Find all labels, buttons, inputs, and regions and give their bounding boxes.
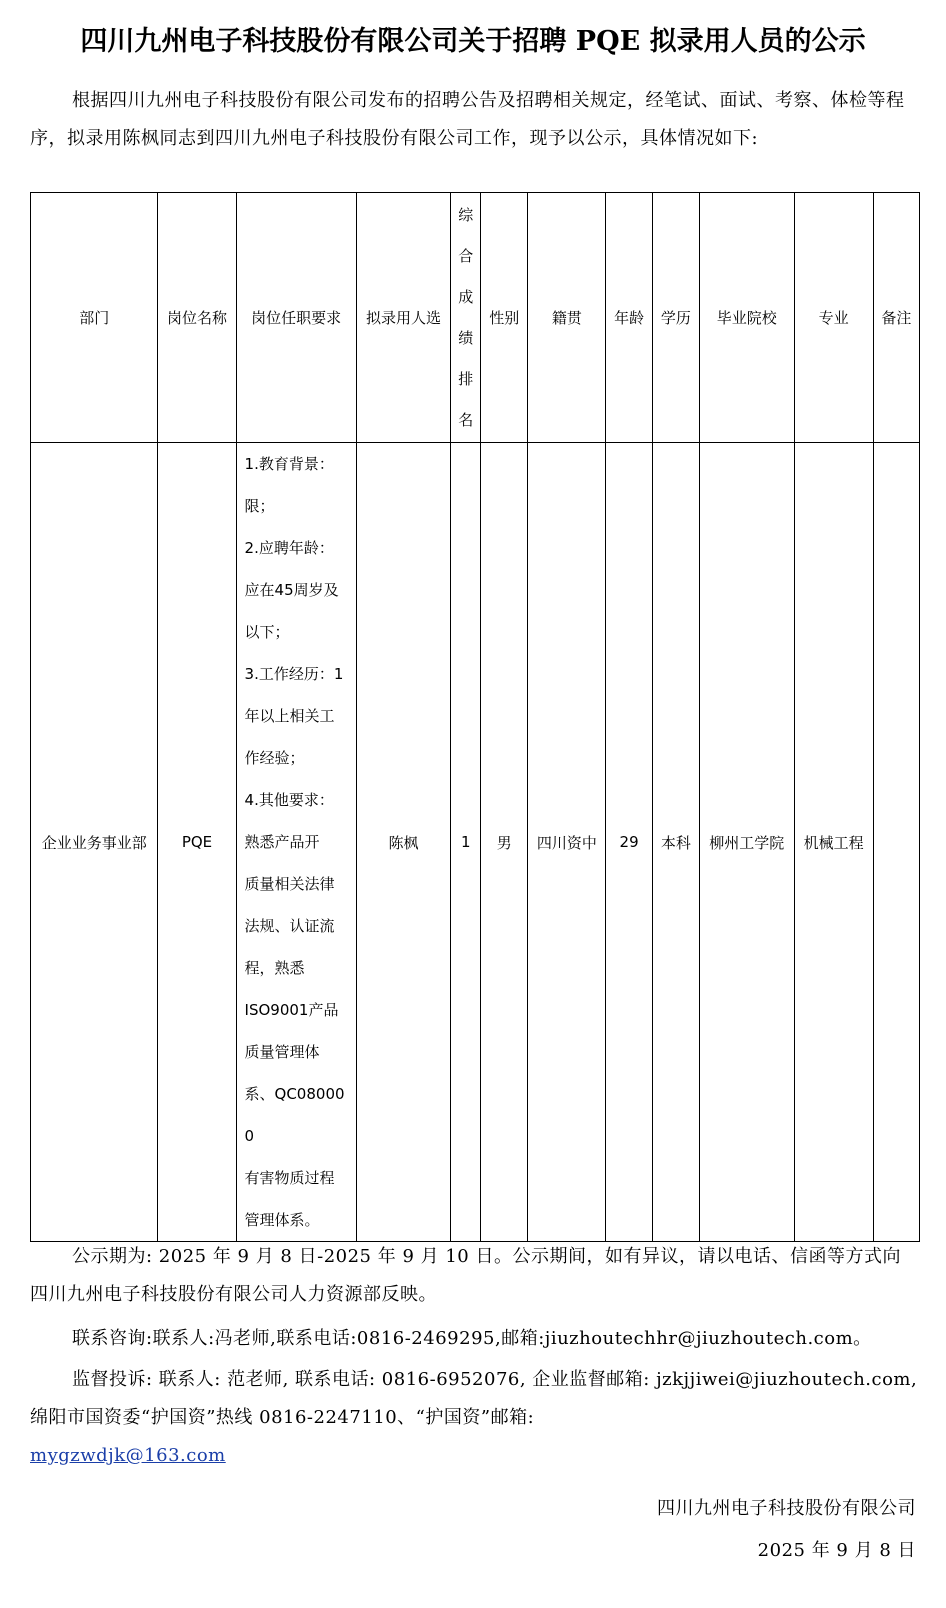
- header-gender: 性别: [481, 193, 528, 443]
- requirement-line: 1.教育背景：: [244, 455, 334, 473]
- requirement-line: 应在45周岁及: [244, 581, 339, 599]
- requirement-line: 管理体系。: [244, 1211, 320, 1229]
- requirement-line: 系、QC080000: [244, 1085, 345, 1145]
- cell-remarks: [873, 443, 919, 1242]
- signature-company: 四川九州电子科技股份有限公司: [657, 1498, 916, 1519]
- requirement-line: 3.工作经历：1: [244, 665, 344, 683]
- requirement-line: 年以上相关工: [244, 707, 335, 725]
- cell-education: 本科: [652, 443, 699, 1242]
- page-title: 四川九州电子科技股份有限公司关于招聘 PQE 拟录用人员的公示: [80, 26, 866, 57]
- requirement-line: 质量管理体: [244, 1043, 320, 1061]
- requirement-line: 有害物质过程: [244, 1169, 335, 1187]
- supervise-email-link[interactable]: mygzwdjk@163.com: [30, 1445, 226, 1466]
- header-position: 岗位名称: [158, 193, 236, 443]
- header-department: 部门: [31, 193, 158, 443]
- candidate-table: [30, 192, 920, 1242]
- header-education: 学历: [652, 193, 699, 443]
- table-header-row: [31, 193, 920, 443]
- requirement-line: 质量相关法律: [244, 875, 335, 893]
- contact-paragraph: 联系咨询:联系人:冯老师,联系电话:0816-2469295,邮箱:jiuzhoutechhr@jiuzhoutech.com。: [72, 1328, 872, 1349]
- cell-requirements: [236, 443, 356, 1242]
- header-rank-label: 综合成绩排名: [458, 205, 474, 429]
- notice-period-paragraph: 公示期为: 2025 年 9 月 8 日-2025 年 9 月 10 日。公示期间，如有异议，请以电话、信函等方式向四川九州电子科技股份有限公司人力资源部反映。: [30, 1246, 901, 1305]
- cell-department: 企业业务事业部: [31, 443, 158, 1242]
- signature-date: 2025 年 9 月 8 日: [757, 1540, 916, 1561]
- requirement-line: 限；: [244, 497, 275, 515]
- requirement-line: 法规、认证流: [244, 917, 335, 935]
- header-requirements: 岗位任职要求: [236, 193, 356, 443]
- cell-candidate: 陈枫: [356, 443, 451, 1242]
- cell-origin: 四川资中: [528, 443, 606, 1242]
- cell-gender: 男: [481, 443, 528, 1242]
- intro-paragraph: 根据四川九州电子科技股份有限公司发布的招聘公告及招聘相关规定，经笔试、面试、考察、体检等程序，拟录用陈枫同志到四川九州电子科技股份有限公司工作，现予以公示，具体情况如下:: [30, 90, 905, 149]
- header-rank: [451, 193, 481, 443]
- requirement-line: 作经验；: [244, 749, 305, 767]
- cell-major: 机械工程: [794, 443, 873, 1242]
- requirement-line: ISO9001产品: [244, 1001, 339, 1019]
- table-row: [31, 443, 920, 1242]
- header-remarks: 备注: [873, 193, 919, 443]
- requirement-line: 2.应聘年龄：: [244, 539, 334, 557]
- cell-rank: 1: [451, 443, 481, 1242]
- header-major: 专业: [794, 193, 873, 443]
- header-candidate: 拟录用人选: [356, 193, 451, 443]
- requirement-line: 4.其他要求：: [244, 791, 334, 809]
- cell-age: 29: [606, 443, 652, 1242]
- supervise-text: 监督投诉: 联系人: 范老师, 联系电话: 0816-6952076, 企业监督邮箱: jzkjjiwei@jiuzhoutech.com, 绵阳市国资委“护国资”热线 0816-2247110、“护国资”邮箱:: [30, 1369, 918, 1428]
- header-school: 毕业院校: [699, 193, 794, 443]
- header-age: 年龄: [606, 193, 652, 443]
- header-origin: 籍贯: [528, 193, 606, 443]
- requirement-line: 熟悉产品开: [244, 833, 320, 851]
- cell-school: 柳州工学院: [699, 443, 794, 1242]
- requirement-line: 程，熟悉: [244, 959, 305, 977]
- supervise-paragraph: [30, 1361, 918, 1475]
- cell-position: PQE: [158, 443, 236, 1242]
- requirement-line: 以下；: [244, 623, 290, 641]
